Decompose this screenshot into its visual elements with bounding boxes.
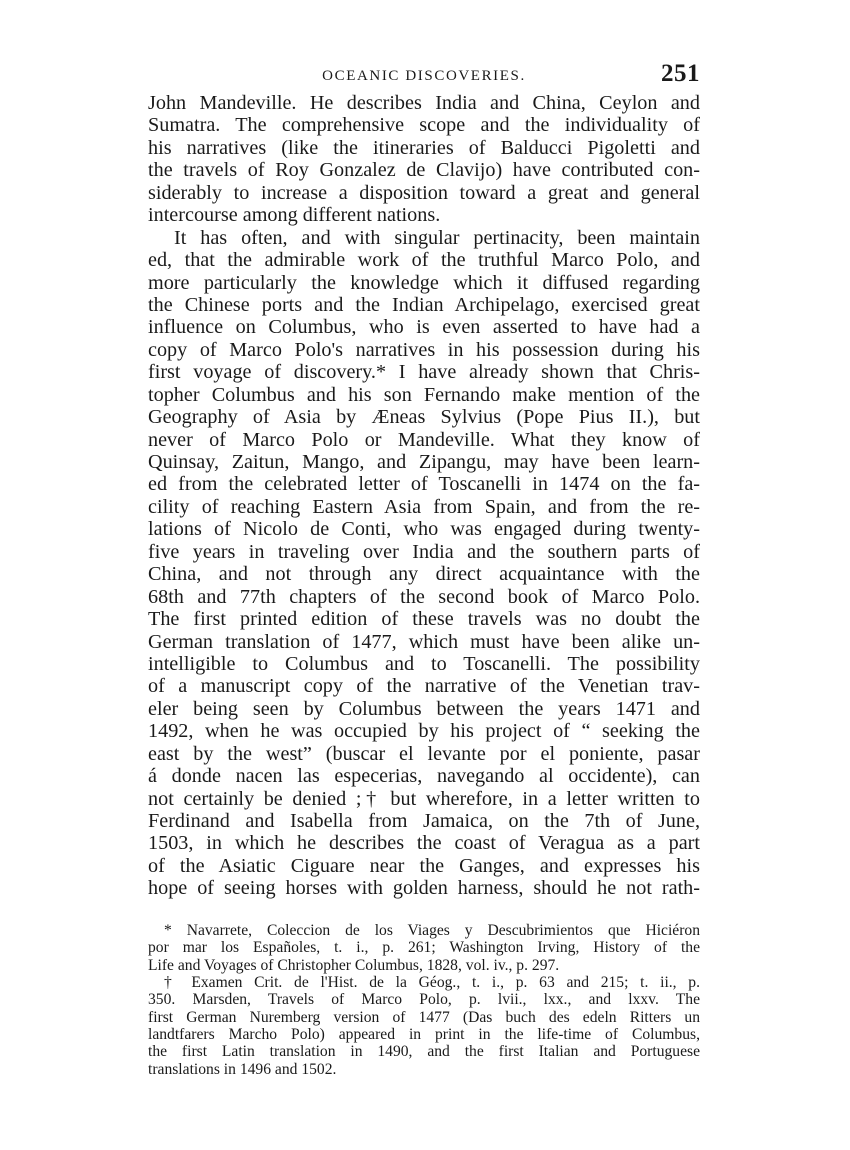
footnote-line: * Navarrete, Coleccion de los Viages y Descubrimientos que Hiciéron (164, 921, 700, 939)
body-text-line: five years in traveling over India and the southern parts of (148, 540, 700, 563)
body-text-line: lations of Nicolo de Conti, who was engaged during twenty- (148, 518, 700, 541)
body-text-line: 1503, in which he describes the coast of Veragua as a part (148, 832, 700, 855)
body-text-line: intercourse among different nations. (148, 204, 441, 227)
body-text-line: intelligible to Columbus and to Toscanelli. The possibility (148, 652, 700, 675)
body-text-line: east by the west” (buscar el levante por el poniente, pasar (148, 742, 700, 765)
footnote-line: por mar los Españoles, t. i., p. 261; Washington Irving, History of the (148, 939, 700, 957)
body-text-line: 68th and 77th chapters of the second book of Marco Polo. (148, 585, 700, 608)
footnote-line: translations in 1496 and 1502. (148, 1060, 337, 1078)
body-text-line: German translation of 1477, which must have been alike un- (148, 630, 700, 653)
footnote-line: † Examen Crit. de l'Hist. de la Géog., t. i., p. 63 and 215; t. ii., p. (164, 973, 700, 991)
body-text-line: China, and not through any direct acquaintance with the (148, 563, 700, 586)
footnote-line: 350. Marsden, Travels of Marco Polo, p. lvii., lxx., and lxxv. The (148, 991, 700, 1009)
page-number: 251 (661, 60, 700, 87)
body-text-line: the travels of Roy Gonzalez de Clavijo) have contributed con- (148, 159, 700, 182)
body-text-line: of the Asiatic Ciguare near the Ganges, and expresses his (148, 854, 700, 877)
body-text-line: cility of reaching Eastern Asia from Spain, and from the re- (148, 495, 700, 518)
footnotes (148, 922, 700, 1079)
body-text-line: the Chinese ports and the Indian Archipelago, exercised great (148, 293, 700, 316)
book-page (148, 58, 700, 1078)
footnote-line: first German Nuremberg version of 1477 (Das buch des edeln Ritters un (148, 1008, 700, 1026)
body-text-line: his narratives (like the itineraries of Balducci Pigoletti and (148, 136, 700, 159)
footnote-line: Life and Voyages of Christopher Columbus, 1828, vol. iv., p. 297. (148, 956, 560, 974)
body-text-line: copy of Marco Polo's narratives in his possession during his (148, 338, 700, 361)
body-text-line: not certainly be denied ;† but wherefore, in a letter written to (148, 787, 700, 810)
body-text-line: John Mandeville. He describes India and China, Ceylon and (148, 92, 700, 114)
body-text-line: never of Marco Polo or Mandeville. What they know of (148, 428, 700, 451)
running-title: OCEANIC DISCOVERIES. (322, 68, 526, 84)
body-text-line: Geography of Asia by Æneas Sylvius (Pope Pius II.), but (148, 406, 700, 429)
footnote-line: landtfarers Marcho Polo) appeared in print in the life-time of Columbus, (148, 1026, 700, 1044)
footnote-line: the first Latin translation in 1490, and the first Italian and Portuguese (148, 1043, 700, 1061)
body-text-line: eler being seen by Columbus between the years 1471 and (148, 697, 700, 720)
body-text-line: Ferdinand and Isabella from Jamaica, on the 7th of June, (148, 810, 700, 832)
body-text-line: siderably to increase a disposition toward a great and general (148, 181, 700, 204)
body-text-line: hope of seeing horses with golden harness, should he not rath- (148, 877, 700, 900)
body-text-line: It has often, and with singular pertinacity, been maintain (174, 226, 700, 249)
body-text-line: Quinsay, Zaitun, Mango, and Zipangu, may have been learn- (148, 451, 700, 473)
running-header (148, 58, 700, 92)
body-text-line: ed from the celebrated letter of Toscanelli in 1474 on the fa- (148, 473, 700, 496)
body-text-line: Sumatra. The comprehensive scope and the individuality of (148, 114, 700, 137)
body-text-line: influence on Columbus, who is even asserted to have had a (148, 316, 700, 339)
body-text-line: topher Columbus and his son Fernando make mention of the (148, 383, 700, 406)
body-text-line: á donde nacen las especerias, navegando al occidente), can (148, 765, 700, 788)
body-text (148, 92, 700, 900)
body-text-line: ed, that the admirable work of the truthful Marco Polo, and (148, 249, 700, 272)
body-text-line: The first printed edition of these travels was no doubt the (148, 608, 700, 631)
body-text-line: more particularly the knowledge which it diffused regarding (148, 271, 700, 294)
body-text-line: of a manuscript copy of the narrative of the Venetian trav- (148, 675, 700, 698)
body-text-line: 1492, when he was occupied by his project of “ seeking the (148, 720, 700, 743)
body-text-line: first voyage of discovery.* I have already shown that Chris- (148, 361, 700, 384)
